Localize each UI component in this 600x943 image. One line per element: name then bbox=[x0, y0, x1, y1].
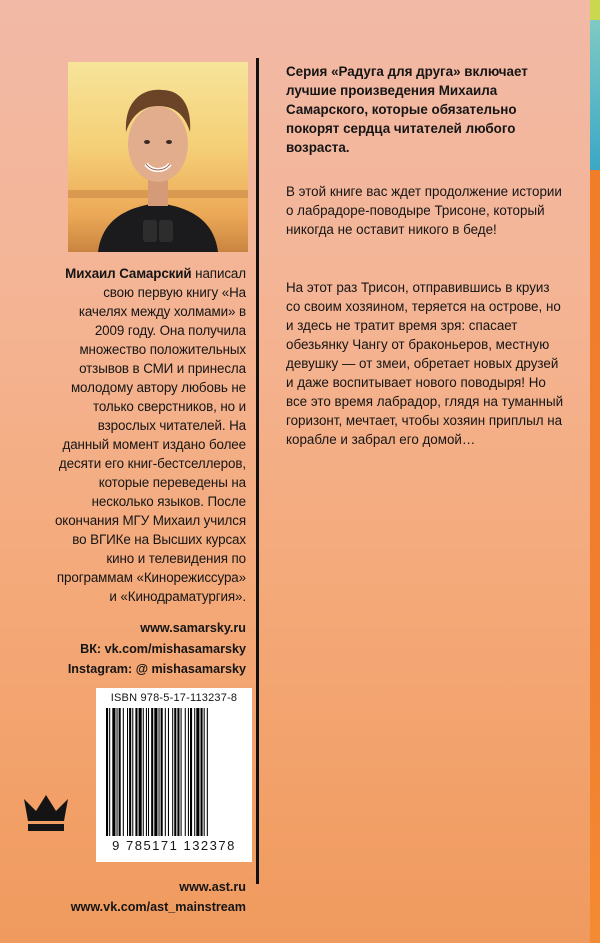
book-description-2: На этот раз Трисон, отправившись в круиз со своим хозяином, теряется на острове, но и здесь не тратит время зря: спасает обезьянку Чангу от браконьеров, местную девушку — от змеи, обретает новых друзей и даже воспитывает нового поводыря! Но все это время лабрадор, глядя на туманный горизонт, мечтает, чтобы хозяин приплыл на корабле и забрал его домой… bbox=[286, 280, 564, 447]
author-bio-text: написал свою первую книгу «На качелях между холмами» в 2009 году. Она получила множество положительных отзывов в СМИ и принесла молодому автору любовь не только сверстников, но и взрослых читателей. На данный момент издано более десяти его книг-бестселлеров, которые переведены на несколько языков. После окончания МГУ Михаил учился во ВГИКе на Высших курсах кино и телевидения по программам «Кинорежиссура» и «Кинодраматургия». bbox=[54, 266, 246, 604]
ean-digits: 9 785171 132378 bbox=[112, 838, 236, 853]
column-divider bbox=[256, 58, 259, 884]
publisher-site-link[interactable]: www.ast.ru bbox=[179, 880, 246, 894]
author-name: Михаил Самарский bbox=[65, 266, 192, 281]
publisher-vk-link[interactable]: www.vk.com/ast_mainstream bbox=[70, 900, 246, 914]
edge-stripe-green bbox=[590, 0, 600, 20]
barcode-bars bbox=[104, 708, 244, 836]
author-links bbox=[52, 618, 246, 680]
author-photo bbox=[68, 62, 248, 252]
book-description-1: В этой книге вас ждет продолжение истории о лабрадоре-поводыре Трисоне, который никогда не оставит никого в беде! bbox=[286, 184, 562, 237]
edge-stripe-orange bbox=[590, 170, 600, 943]
edge-stripe-teal bbox=[590, 20, 600, 170]
isbn-text: ISBN 978-5-17-113237-8 bbox=[110, 692, 238, 704]
series-description: Серия «Радуга для друга» включает лучшие произведения Михаила Самарского, которые обязательно покорят сердца читателей любого возраста. bbox=[286, 64, 528, 155]
barcode bbox=[96, 688, 252, 862]
author-vk-link[interactable]: ВК: vk.com/mishasamarsky bbox=[80, 641, 246, 656]
author-site-link[interactable]: www.samarsky.ru bbox=[140, 621, 246, 635]
crown-icon bbox=[22, 793, 70, 833]
author-instagram-link[interactable]: Instagram: @ mishasamarsky bbox=[67, 662, 246, 676]
author-bio bbox=[52, 264, 246, 606]
